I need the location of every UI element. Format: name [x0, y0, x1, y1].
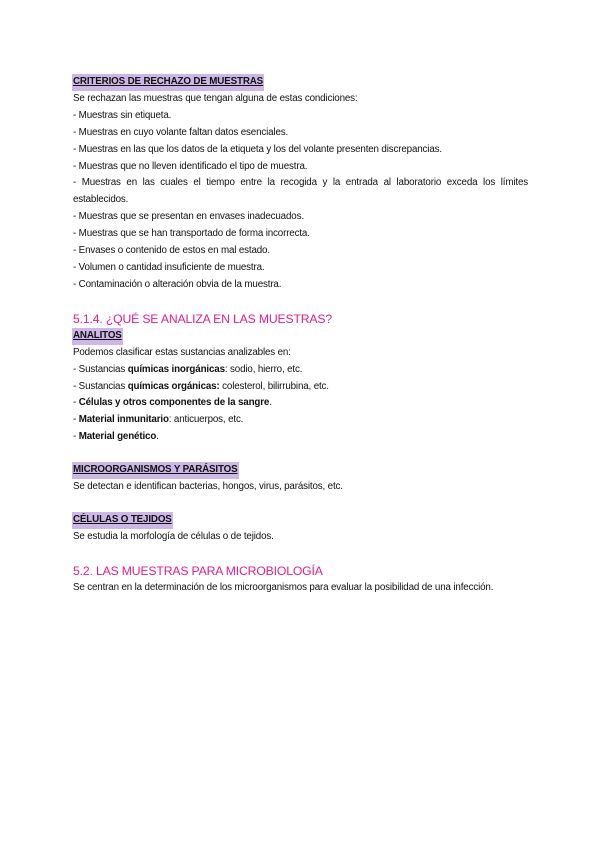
criterios-item: - Muestras en las cuales el tiempo entre la recogida y la entrada al laboratorio exceda los límites establecidos.: [73, 177, 528, 206]
celulas-heading-line: [73, 512, 528, 529]
item-rest: colesterol, bilirrubina, etc.: [219, 380, 329, 392]
item-prefix: - Sustancias: [73, 363, 128, 375]
celulas-text: Se estudia la morfología de células o de tejidos.: [73, 530, 274, 542]
item-bold: Material inmunitario: [78, 414, 169, 426]
criterios-item: - Envases o contenido de estos en mal estado.: [73, 245, 270, 257]
micro-text: Se detectan e identifican bacterias, hongos, virus, parásitos, etc.: [73, 481, 343, 493]
item-prefix: -: [73, 431, 79, 443]
analitos-heading: ANALITOS: [72, 328, 123, 345]
criterios-item: - Muestras que no lleven identificado el tipo de muestra.: [73, 160, 308, 172]
micro-heading-line: [73, 462, 528, 479]
criterios-heading-line: [73, 74, 528, 91]
section-52-title: 5.2. LAS MUESTRAS PARA MICROBIOLOGÍA: [73, 563, 323, 578]
criterios-item: - Muestras en cuyo volante faltan datos esenciales.: [73, 126, 289, 138]
analitos-item: [73, 362, 528, 379]
criterios-item: - Muestras que se presentan en envases inadecuados.: [73, 211, 304, 223]
item-prefix: -: [73, 397, 79, 409]
item-prefix: - Sustancias: [73, 380, 128, 392]
criterios-item: - Muestras en las que los datos de la etiqueta y los del volante presenten discrepancias.: [73, 143, 442, 155]
item-rest: .: [269, 397, 272, 409]
item-rest: : sodio, hierro, etc.: [224, 363, 303, 375]
analitos-heading-line: [73, 328, 528, 345]
criterios-item: - Muestras sin etiqueta.: [73, 109, 172, 121]
criterios-item: - Volumen o cantidad insuficiente de muestra.: [73, 261, 265, 273]
spacer: [73, 446, 528, 462]
item-bold: químicas inorgánicas: [127, 363, 225, 375]
item-rest: : anticuerpos, etc.: [168, 414, 244, 426]
criterios-item: - Muestras que se han transportado de forma incorrecta.: [73, 228, 310, 240]
criterios-intro: Se rechazan las muestras que tengan alguna de estas condiciones:: [73, 92, 358, 104]
micro-heading: MICROORGANISMOS Y PARÁSITOS: [72, 462, 239, 479]
celulas-heading: CÉLULAS O TEJIDOS: [72, 512, 173, 529]
section-52-text: Se centran en la determinación de los microorganismos para evaluar la posibilidad de una infección.: [73, 581, 494, 593]
section-514-title: 5.1.4. ¿QUÉ SE ANALIZA EN LAS MUESTRAS?: [73, 311, 332, 326]
item-bold: químicas orgánicas:: [127, 380, 220, 392]
page-content: [73, 74, 528, 597]
criterios-item: - Contaminación o alteración obvia de la muestra.: [73, 278, 282, 290]
spacer: [73, 496, 528, 512]
spacer: [73, 294, 528, 311]
analitos-item: [73, 429, 528, 446]
analitos-item: [73, 412, 528, 429]
analitos-item: [73, 395, 528, 412]
spacer: [73, 546, 528, 563]
item-bold: Células y otros componentes de la sangre: [78, 397, 270, 409]
analitos-item: [73, 379, 528, 396]
analitos-intro: Podemos clasificar estas sustancias analizables en:: [73, 346, 291, 358]
criterios-heading: CRITERIOS DE RECHAZO DE MUESTRAS: [72, 74, 264, 91]
item-prefix: -: [73, 414, 79, 426]
item-bold: Material genético: [78, 431, 157, 443]
item-rest: .: [156, 431, 159, 443]
